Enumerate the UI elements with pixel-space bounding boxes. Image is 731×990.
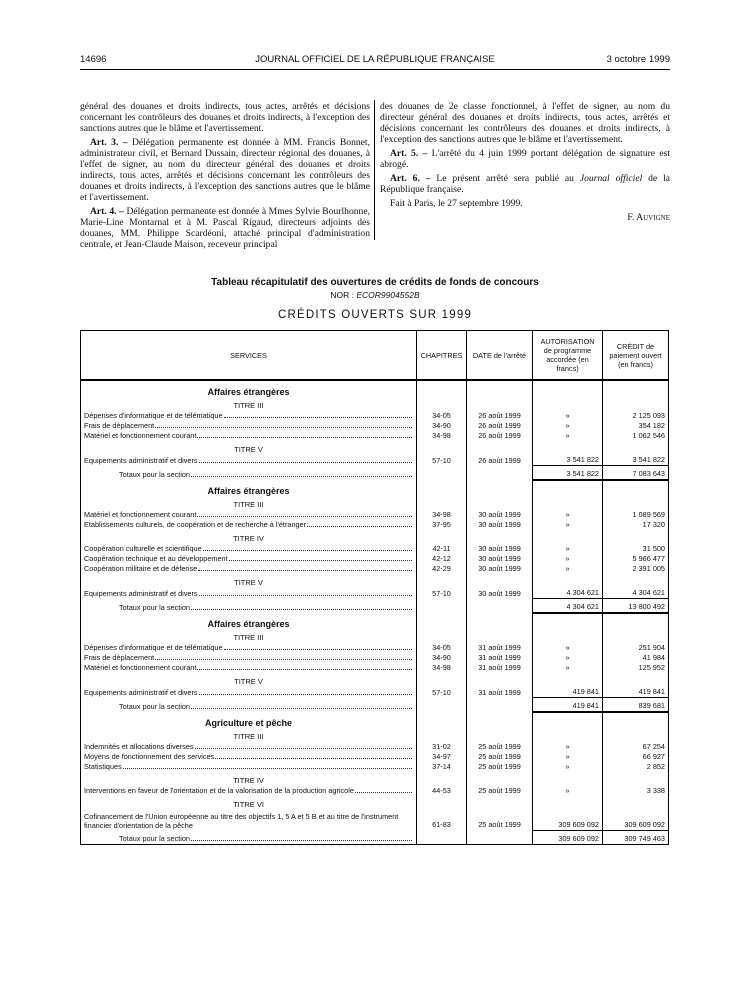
section-total-row [81,599,669,614]
autorisation-value: » [533,544,603,554]
chapitre: 34-90 [417,421,467,431]
arrete-date: 25 août 1999 [467,742,533,752]
autorisation-value: » [533,786,603,796]
autorisation-value: » [533,643,603,653]
total-autorisation: 309 609 092 [533,830,603,844]
section-total-row [81,830,669,844]
autorisation-value: » [533,411,603,421]
chapitre: 34-90 [417,653,467,663]
autorisation-value: 419 841 [533,687,603,698]
credit-value: 4 304 621 [603,588,669,599]
autorisation-value: » [533,421,603,431]
article-body: L'arrêté du 4 juin 1999 portant délégation de signature est abrogé. [380,148,670,170]
autorisation-value: » [533,520,603,530]
service-name: Coopération culturelle et scientifique [84,544,202,553]
arrete-date: 30 août 1999 [467,510,533,520]
table-row [81,663,669,673]
chapitre: 42-12 [417,554,467,564]
arrete-date: 30 août 1999 [467,554,533,564]
titre-row [81,728,669,742]
service-name: Dépenses d'informatique et de télématique [84,643,223,652]
credits-title: CRÉDITS OUVERTS SUR 1999 [277,309,473,321]
table-row [81,643,669,653]
page-header [80,54,670,68]
titre-row [81,796,669,810]
autorisation-value: » [533,752,603,762]
table-row [81,510,669,520]
service-name: Frais de déplacement [84,421,155,430]
total-autorisation: 419 841 [533,698,603,713]
section-title: Affaires étrangères [81,480,417,496]
service-name: Coopération militaire et de défense [84,564,198,573]
table-row [81,786,669,796]
arrete-date: 25 août 1999 [467,810,533,830]
page-number: 14696 [80,54,107,65]
chapitre: 34-98 [417,510,467,520]
autorisation-value: » [533,554,603,564]
autorisation-value: » [533,663,603,673]
credit-value: 67 254 [603,742,669,752]
column-header-services: SERVICES [81,331,417,381]
titre-label: TITRE IV [81,772,417,786]
table-row [81,653,669,663]
arrete-date: 30 août 1999 [467,520,533,530]
service-name: Matériel et fonctionnement courant [84,510,197,519]
table-row [81,742,669,752]
titre-row [81,629,669,643]
arrete-date: 31 août 1999 [467,643,533,653]
chapitre: 34-05 [417,643,467,653]
table-title: Tableau récapitulatif des ouvertures de crédits de fonds de concours [211,277,539,288]
arrete-date: 26 août 1999 [467,421,533,431]
table-row [81,564,669,574]
service-name: Statistiques [84,762,122,771]
service-name: Indemnités et allocations diverses [84,742,194,751]
total-label: Totaux pour la section [119,833,190,843]
total-label: Totaux pour la section [119,603,190,612]
total-credit: 839 681 [603,698,669,713]
autorisation-value: 4 304 621 [533,588,603,599]
total-credit: 13 800 492 [603,599,669,614]
arrete-date: 25 août 1999 [467,786,533,796]
autorisation-value: » [533,653,603,663]
credit-value: 41 984 [603,653,669,663]
autorisation-value: » [533,431,603,441]
arrete-date: 26 août 1999 [467,411,533,421]
credit-value: 251 904 [603,643,669,653]
titre-label: TITRE IV [81,530,417,544]
arrete-date: 31 août 1999 [467,663,533,673]
column-header-credit: CRÉDIT de paiement ouvert (en francs) [603,331,669,381]
autorisation-value: » [533,564,603,574]
titre-label: TITRE VI [81,796,417,810]
credit-value: 31 500 [603,544,669,554]
credit-value: 2 125 093 [603,411,669,421]
nor-label: NOR : [330,290,354,300]
table-row [81,752,669,762]
table-row [81,455,669,466]
credit-value: 3 541 822 [603,455,669,466]
section-heading-row [81,480,669,496]
column-header-chapitres: CHAPITRES [417,331,467,381]
header-rule [80,69,670,70]
chapitre: 42-29 [417,564,467,574]
service-name: Equipements administratif et divers [84,588,198,598]
service-name: Moyens de fonctionnement des services [84,752,215,761]
column-header-date: DATE de l'arrêté [467,331,533,381]
journal-name: Journal officiel [579,173,643,184]
section-title: Affaires étrangères [81,380,417,397]
table-row [81,810,669,830]
chapitre: 34-97 [417,752,467,762]
total-label: Totaux pour la section [119,470,190,479]
chapitre: 42-11 [417,544,467,554]
text-column-right [380,101,670,226]
chapitre: 37-14 [417,762,467,772]
arrete-date: 26 août 1999 [467,455,533,466]
section-total-row [81,466,669,481]
titre-row [81,441,669,455]
titre-label: TITRE III [81,629,417,643]
article-label: Art. 5. – [390,148,428,159]
section-title: Affaires étrangères [81,613,417,629]
service-name: Matériel et fonctionnement courant [84,431,197,440]
done-at: Fait à Paris, le 27 septembre 1999. [390,198,523,209]
titre-row [81,574,669,588]
service-name: Equipements administratif et divers [84,455,198,465]
titre-row [81,530,669,544]
arrete-date: 31 août 1999 [467,687,533,698]
chapitre: 61-83 [417,810,467,830]
credit-value: 17 320 [603,520,669,530]
section-heading-row [81,380,669,397]
section-heading-row [81,613,669,629]
service-name: Equipements administratif et divers [84,687,198,697]
titre-row [81,496,669,510]
table-header-row [81,331,669,381]
credit-value: 419 841 [603,687,669,698]
service-name: Matériel et fonctionnement courant [84,663,197,672]
table-row [81,431,669,441]
credit-value: 1 062 546 [603,431,669,441]
article-label: Art. 4. – [90,206,124,217]
table-row [81,421,669,431]
article-body: Délégation permanente est donnée à Mmes Sylvie Bourlhonne, Marie-Line Montarnal et à M. Pascal Rigaud, directeurs adjoints des douanes, MM. Philippe Scardéoni, attaché principal d'administration centrale, et Jean-Claude Maison, receveur principal [80,206,370,250]
titre-label: TITRE III [81,496,417,510]
article-6 [380,173,670,195]
column-divider [374,100,375,240]
table-row [81,687,669,698]
table-row [81,411,669,421]
total-credit: 309 749 463 [603,830,669,844]
article-body: Délégation permanente est donnée à MM. Francis Bonnet, administrateur civil, et Bernard Dussain, directeur régional des douanes, à l'effet de signer, au nom du directeur général des douanes et droits indirects, tous actes, arrêtés et décisions concernant les contrôleurs des douanes et droits indirects, à l'exception des sanctions autres que le blâme et l'avertissement. [80,137,370,203]
autorisation-value: 309 609 092 [533,810,603,830]
arrete-date: 25 août 1999 [467,752,533,762]
signature: F. Auvigne [627,212,670,223]
total-label: Totaux pour la section [119,702,190,711]
chapitre: 34-98 [417,431,467,441]
chapitre: 57-10 [417,687,467,698]
titre-label: TITRE III [81,728,417,742]
arrete-date: 30 août 1999 [467,544,533,554]
service-name: Coopération technique et au développement [84,554,228,563]
arrete-date: 30 août 1999 [467,588,533,599]
chapitre: 57-10 [417,588,467,599]
section-total-row [81,698,669,713]
article-3 [80,137,370,203]
autorisation-value: » [533,762,603,772]
credit-value: 125 952 [603,663,669,673]
total-credit: 7 083 643 [603,466,669,481]
paragraph: général des douanes et droits indirects, tous actes, arrêtés et décisions concernant les contrôleurs des douanes et droits indirects, à l'exception des sanctions autres que le blâme et l'avertissement. [80,101,370,134]
paragraph: des douanes de 2e classe fonctionnel, à l'effet de signer, au nom du directeur général des douanes et droits indirects, tous actes, arrêtés et décisions concernant les contrôleurs des douanes et droits indirects, à l'exception des sanctions autres que le blâme et l'avertissement. [380,101,670,145]
article-label: Art. 3. – [90,137,128,148]
section-title: Agriculture et pêche [81,712,417,728]
column-header-autorisation: AUTORISATION de programme accordée (en francs) [533,331,603,381]
chapitre: 34-05 [417,411,467,421]
chapitre: 34-98 [417,663,467,673]
article-5 [380,148,670,170]
journal-title: JOURNAL OFFICIEL DE LA RÉPUBLIQUE FRANÇAISE [255,54,495,65]
section-heading-row [81,712,669,728]
arrete-date: 26 août 1999 [467,431,533,441]
credits-table [80,330,669,845]
credit-value: 66 927 [603,752,669,762]
autorisation-value: 3 541 822 [533,455,603,466]
arrete-date: 30 août 1999 [467,564,533,574]
chapitre: 57-10 [417,455,467,466]
arrete-date: 25 août 1999 [467,762,533,772]
text-column-left [80,101,370,253]
titre-row [81,772,669,786]
service-name: Cofinancement de l'Union européenne au titre des objectifs 1, 5 A et 5 B et au titre de l'instrument financier d'orientation de la pêche [81,810,417,830]
article-body: de la République française. [380,173,670,195]
table-row [81,520,669,530]
service-name: Interventions en faveur de l'orientation et de la valorisation de la production agricole [84,786,354,795]
total-autorisation: 3 541 822 [533,466,603,481]
titre-label: TITRE III [81,397,417,411]
chapitre: 44-53 [417,786,467,796]
table-row [81,544,669,554]
credit-value: 3 338 [603,786,669,796]
credit-value: 5 966 477 [603,554,669,564]
table-row [81,554,669,564]
table-row [81,588,669,599]
nor-reference [80,290,670,300]
autorisation-value: » [533,742,603,752]
arrete-date: 31 août 1999 [467,653,533,663]
article-label: Art. 6. – [390,173,431,184]
titre-label: TITRE V [81,673,417,687]
service-name: Dépenses d'informatique et de télématique [84,411,223,420]
autorisation-value: » [533,510,603,520]
table-row [81,762,669,772]
titre-row [81,673,669,687]
service-name: Etablissements culturels, de coopération et de recherche à l'étranger [84,520,307,529]
credit-value: 1 089 569 [603,510,669,520]
article-4 [80,206,370,250]
article-body: Le présent arrêté sera publié au [430,173,580,184]
chapitre: 37-95 [417,520,467,530]
nor-code: ECOR9904552B [356,290,420,300]
service-name: Frais de déplacement [84,653,155,662]
credit-value: 2 852 [603,762,669,772]
credit-value: 2 391 005 [603,564,669,574]
titre-label: TITRE V [81,574,417,588]
credit-value: 354 182 [603,421,669,431]
article-text [80,101,670,250]
chapitre: 31-02 [417,742,467,752]
issue-date: 3 octobre 1999 [606,54,670,65]
credit-value: 309 609 092 [603,810,669,830]
titre-row [81,397,669,411]
total-autorisation: 4 304 621 [533,599,603,614]
titre-label: TITRE V [81,441,417,455]
